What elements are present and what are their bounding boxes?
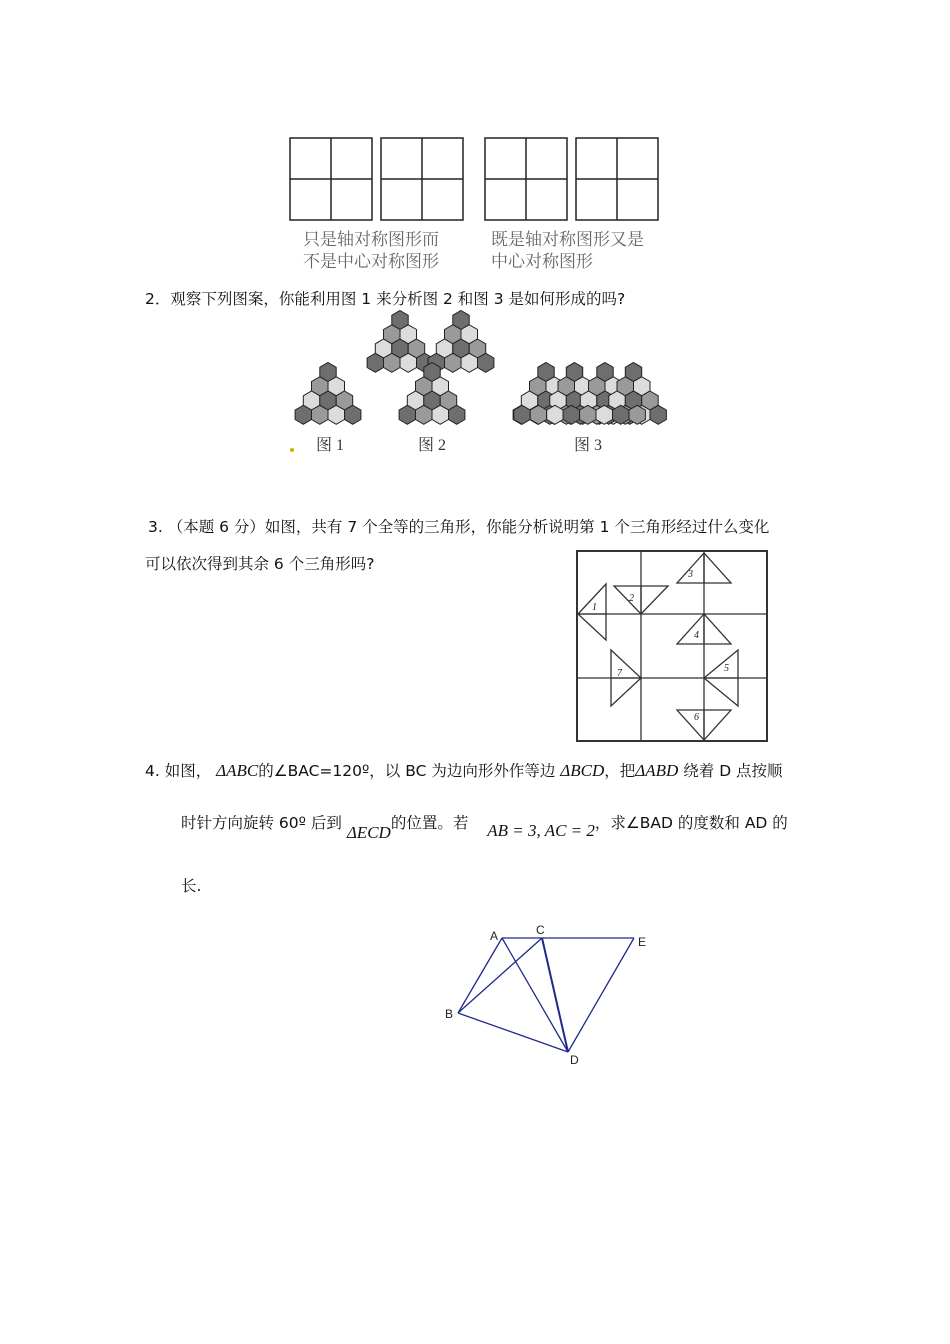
segment-AB — [458, 938, 502, 1013]
q4-line3: 长. — [181, 877, 202, 895]
triangle-label-5: 5 — [724, 663, 729, 674]
q4-line1: 4. 如图， ΔABC的∠BAC=120º，以 BC 为边向形外作等边 ΔBCD，把ΔABD 绕着 D 点按顺 — [145, 761, 783, 780]
fig2-label: 图 2 — [418, 437, 447, 454]
point-D-label: D — [570, 1053, 579, 1067]
q4-line2: 时针方向旋转 60º 后到 ΔECD的位置。若 AB = 3, AC = 2，求∠BAD 的度数和 AD 的 — [181, 814, 788, 842]
triangle-label-4: 4 — [694, 630, 699, 641]
fig3-label: 图 3 — [574, 437, 603, 454]
q1-caption-right: 既是轴对称图形又是 中心对称图形 — [491, 230, 644, 272]
segment-CD — [542, 938, 568, 1052]
q3-line2: 可以依次得到其余 6 个三角形吗? — [145, 555, 375, 573]
segment-BC — [458, 938, 542, 1013]
q2-question: 2．观察下列图案，你能利用图 1 来分析图 2 和图 3 是如何形成的吗? — [145, 290, 626, 308]
point-A-label: A — [490, 929, 499, 943]
point-E-label: E — [638, 935, 647, 949]
q1-caption-left: 只是轴对称图形而 不是中心对称图形 — [303, 230, 439, 272]
segment-BD — [458, 1013, 568, 1052]
fig1-label: 图 1 — [316, 437, 345, 454]
segment-ED — [568, 938, 634, 1052]
segment-AD — [502, 938, 568, 1052]
triangle-label-1: 1 — [592, 602, 597, 613]
triangle-label-2: 2 — [629, 593, 634, 604]
point-B-label: B — [445, 1007, 454, 1021]
triangle-label-3: 3 — [688, 569, 693, 580]
triangle-label-6: 6 — [694, 712, 699, 723]
q3-line1: 3. （本题 6 分）如图，共有 7 个全等的三角形，你能分析说明第 1 个三角形经过什么变化 — [148, 518, 770, 536]
point-C-label: C — [536, 923, 545, 937]
triangle-label-7: 7 — [617, 668, 622, 679]
